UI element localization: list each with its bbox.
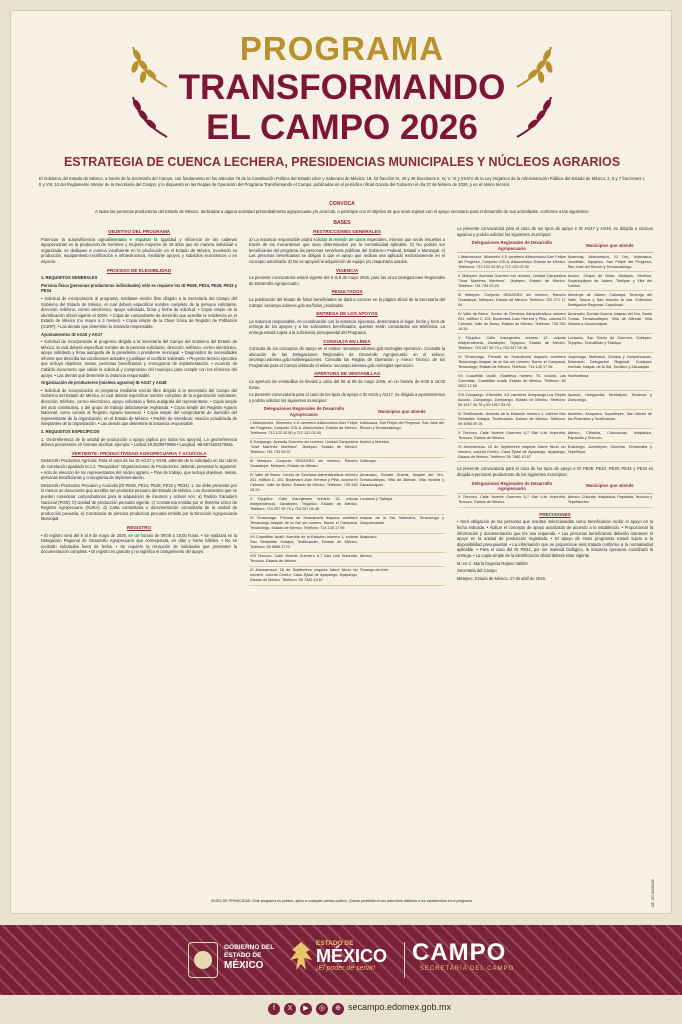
campo-logo	[412, 940, 522, 980]
eagle-icon	[288, 940, 314, 974]
table-header: Municipios que atiende	[359, 405, 445, 419]
paragraph: • Solicitud de incorporación al programa, mediante escrito libre dirigido a la Secretaría del Campo del Gobierno del Estado de México, el cual deberá especificar nombre completo de la persona solicitante, dirección, teléfono, correo electrónico, apoyo solicitado, firma y fecha de solicitud. • Copia simple de la identificación oficial vigente al 100%. • Copia de comprobante de domicilio que acredite la residencia en el Estado de México (no mayor a 3 meses). • Copia simple de la Clave Única de Registro de Población (CURP). • Las demás que determine la instancia responsable.	[41, 295, 237, 329]
municipios-cell: Acambay, Atlacomulco, El Oro, Ixtlahuaca, Jocotitlán, Jiquipilco, San Felipe del Progreso, San José del Rincón y Temascalcingo.	[567, 253, 653, 272]
table-row	[457, 253, 653, 272]
privacy-footnote: AVISO DE PRIVACIDAD. Este programa es público, ajeno a cualquier partido político. Queda prohibido el uso para fines distintos a los establecidos en el programa.	[211, 899, 473, 903]
municipios-cell: Amanalco, Donato Guerra, Ixtapan del Oro, Santo Tomás, Temascaltepec, Villa de Allende, Villa Victoria y Zacazonapan.	[567, 310, 653, 334]
edomex-line-3: MÉXICO	[224, 960, 264, 971]
intro-paragraph: El Gobierno del Estado de México, a través de la Secretaría del Campo, con fundamento en los artículos 78 de la Constitución Política del Estado Libre y Soberano de México; 19, 23 fracción IX, 40 y 46 fracciones II, IV, V, VI y XXXIV de la Ley Orgánica de la Administración Pública del Estado de México; 2, 5 y 7 fracciones I, II y VIII, 10 del Reglamento Interior de la Secretaría del Campo, y lo dispuesto en las Reglas de Operación del Programa Transformando el Campo, publicadas en el periódico oficial Gaceta del Gobierno el día 27 de febrero de 2026, y en el ánimo técnico.	[39, 176, 645, 187]
municipios-cell: Ixtlahuaca, San Felipe del Progreso, San José del Rincón y Temascalcingo.	[359, 419, 445, 438]
logo-divider	[404, 942, 405, 978]
campo-text: CAMPO	[412, 939, 507, 966]
municipios-cell: Atenco.	[359, 552, 445, 566]
table-row	[457, 353, 653, 372]
table-row	[249, 566, 445, 585]
delegation-cell: VIII Zumpango. Kilómetro 3.5 carretera Zumpango-Los Reyes Acozac, Zumpango, Zumpango, Estado de México. Teléfono: 59 1917 00 79 y 59 1917 53 05	[457, 391, 567, 410]
table-row	[457, 391, 653, 410]
delegation-cell: VII Cuautitlán Izcalli. Sudáfrica número 76, colonia Las Conchitas, Cuautitlán Izcalli, Estado de México. Teléfono: 55 2602 12 60	[457, 372, 567, 391]
delegation-cell: II Zumpango. Avenida Guerrero sin número, Unidad Campesina "José Martínez Martínez", Jilotepec, Estado de México. Teléfono: 761 734 05 57	[249, 438, 359, 457]
section-heading: CONSULTA EN LÍNEA	[323, 338, 371, 344]
table-row	[249, 457, 445, 471]
table-row	[249, 552, 445, 566]
section-heading: REGISTRO	[127, 524, 151, 530]
municipios-cell: Luvianos, San Simón de Guerrero, Sultepec, Tejupilco, Texcaltitlán y Tlatlaya.	[567, 334, 653, 353]
municipios-cell: Atenco, Chiautla, Ixtapaluca, Papalotla, Texcoco y Tepetlaoxtoc.	[567, 493, 653, 507]
municipios-cell: Amanalco, Donato Guerra, Ixtapan del Oro, Temascaltepec, Villa de Allende, Villa Victoria y Zacazonapan.	[359, 471, 445, 495]
municipios-cell: Luvianos y Tlatlaya.	[359, 495, 445, 514]
table-header: Municipios que atiende	[567, 480, 653, 494]
table-row	[457, 410, 653, 429]
section-heading: PROCESO DE ELEGIBILIDAD	[106, 267, 172, 273]
edomex-line-1: GOBIERNO DEL	[224, 944, 275, 951]
subheading: Ayuntamientos ID AG16 y AG17	[41, 331, 103, 337]
convoca-text: A todas las personas productoras del Estado de México, dedicadas a alguna actividad primordialmente agropecuaria y/o acuícola, a participar con el objetivo de que sean sujetas con el apoyo necesario para el desarrollo de sus actividades, conforme a las siguientes:	[95, 209, 589, 214]
delegation-cell: IX Amecameca. 16 de Septiembre esquina Jaime Nuno sin número, colonia Centro, Casa Ejidal de Ayapango, Ayapango, Estado de México. Teléfono: 59 7982 43 67	[249, 566, 359, 585]
municipios-cell: Axapusco.	[359, 533, 445, 552]
delegation-cell: V Tejupilco. Calle Insurgentes número 12, colonia Independencia, Zacatepec, Tejupilco, Estado de México. Teléfono: 724 267 39 75 y 724 267 09 46	[249, 495, 359, 514]
delegation-cell: IV Valle de Bravo. Centro de Servicios Administrativos número 201, edificio C, 101, Boulevard Juan Herrera y Piña, colonia El Calvario, Valle de Bravo, Estado de México. Teléfono: 726 262 18 26	[249, 471, 359, 495]
convoca-heading: CONVOCA	[329, 201, 355, 207]
section-heading: VIGENCIA	[335, 267, 359, 273]
paragraph: La publicación del listado de folios beneficiados se dará a conocer en la página oficial de la Secretaría del Campo: secampo.edomex.gob.mx/folios_resultados	[249, 296, 445, 308]
delegation-cell: X Texcoco. Calle Vicente Guerrero 6-7 San Luis Huexotla, Texcoco, Estado de México.	[457, 429, 567, 443]
mex-top-text: ESTADO DE	[316, 940, 354, 947]
table-row	[457, 291, 653, 310]
table-row	[457, 429, 653, 443]
municipios-cell: Apaxco, Hueypoxtla, Nextlalpan, Tecámac y Zumpango.	[567, 391, 653, 410]
municipios-cell: Aculco, Chapa de Mota, Jilotepec, Morelos, Soyaniquilpan de Juárez, Timilpan y Villa del Carbón.	[567, 272, 653, 291]
table-row	[457, 272, 653, 291]
delegation-cell: X Texcoco. Calle Vicente Guerrero 6-7 San Luis Huexotla, Texcoco, Estado de México.	[457, 493, 567, 507]
subtitle: ESTRATEGIA DE CUENCA LECHERA, PRESIDENCIAS MUNICIPALES Y NÚCLEOS AGRARIOS	[63, 155, 621, 169]
title-line-3: EL CAMPO 2026	[206, 108, 478, 147]
delegation-cell: XI Amecameca. 16 de Septiembre esquina Jaime Nuno sin número, colonia Centro, Casa Ejidal de Ayapango, Ayapango, Estado de México. Teléfono: 59 7982 43 67	[457, 443, 567, 462]
section-heading: PRECISIONES	[539, 511, 571, 517]
paragraph: La presente convocatoria para el caso de los tipos de apoyo e ID PE08, PE24, PE28, PE33 y PE34 es dirigida a personas productoras de los siguientes municipios:	[457, 466, 653, 477]
paragraph: 1. Georreferencia de la unidad de producción o apoyo (aplica por todos los apoyos). La georreferencia deberá presentarse en formato decimal, ejemplo: • Latitud 19.2920870955 • Longitud -99.5871503170661	[41, 436, 237, 448]
column-right	[457, 226, 653, 583]
delegation-cell: IX Teotihuacán. Avenida de la Estación número 1, colonia San Sebastián Xolalpa, Teotihuacán, Estado de México. Teléfono: 59 4958 05 15	[457, 410, 567, 429]
subheading: Organización de productores (núcleos agrarios) ID AG47 y AG48	[41, 380, 167, 386]
mex-main-text: MÉXICO	[316, 946, 388, 966]
paragraph: Potenciar la autosuficiencia agroalimentaria e impulsar la igualdad y eficiencia de las cadenas agropecuarias en la producción de hombres y mujeres mayores de 18 años que de manera individual u organizada, se dediquen a cuenca insuficiente en la producción en el Estado de México, moviendo su producción, equipamiento tecnificación e infraestructura, mediante apoyos y subsidios económicos o en especie.	[41, 236, 237, 264]
section-heading: RESTRICCIONES GENERALES	[313, 229, 381, 234]
paragraph: • Solicitud de incorporación al programa dirigida a la Secretaría del Campo del Gobierno del Estado de México, la cual deberá especificar nombre de la persona solicitante, dirección, teléfono, correo electrónico, apoyo solicitado y firma autógrafa de la presidenta o presidente municipal. • Diagnóstico de necesidades informe que describa las condiciones actuales y justifique el conflicto solicitado. • Proyecto técnico ejecutivo que incluya objetivos, metas, personas beneficiarias y cronograma de implementación. • Acuerdo de Cabildo documento que valide la solicitud y compromiso del municipio para cumplir con los términos del apoyo. • Las demás que determine la instancia responsable.	[41, 339, 237, 378]
signature-title: Secretaria del Campo	[457, 568, 497, 574]
signature-name: M. en C. María Eugenia Rojano Valdés	[457, 560, 528, 566]
subheading: Persona física (personas productoras individuales) sólo se requiere los ID PE08, PE24, PE28, PE33 y PE34	[41, 282, 237, 294]
column-center	[249, 226, 445, 590]
section-heading: APERTURA DE VENTANILLAS	[313, 371, 381, 377]
mex-slogan: ¡El poder de servir!	[316, 965, 376, 972]
instagram-icon[interactable]: ◎	[316, 1003, 328, 1015]
table-row	[457, 372, 653, 391]
poster-page	[10, 10, 672, 914]
delegations-table-nucleos	[457, 239, 653, 462]
delegation-cell: VI Tenancingo. Privada de Huacalcuila esquina carretera Tenancingo-Ixtapan de la Sal sin número, Barrio el Campana, Tenancingo, Estado de México. Teléfono: 714 140 17 96	[249, 514, 359, 533]
table-row	[457, 334, 653, 353]
title-line-1: PROGRAMA	[239, 30, 445, 67]
table-header: Delegaciones Regionales de Desarrollo Agropecuario	[457, 239, 567, 253]
section-heading: OBJETIVO DEL PROGRAMA	[107, 229, 171, 234]
table-row	[249, 495, 445, 514]
paragraph: Consulta de los conceptos de apoyo en el enlace: secampo.edomex.gob.mx/reglas-operacion. Consulta la ubicación de las Delegaciones Regionales de Desarrollo Agropecuario en el enlace: secampo.edomex.gob.mx/delegaciones. Consulta las Reglas de Operación y Anexo Técnico de los Programas para el Campo visitando el enlace: secampo.edomex.gob.mx/reglas-operacion.	[249, 346, 445, 368]
paragraph: La presente convocatoria estará vigente del 6 al 8 de mayo 2026, para las cinco Delegaciones Regionales de Desarrollo Agropecuario.	[249, 275, 445, 286]
table-row	[249, 514, 445, 533]
municipios-cell: Atenco, Chiautla, Chiconcuac, Ixtapaluca, Papalotla y Texcoco.	[567, 429, 653, 443]
municipios-cell: Joquicingo, Malinalco, Ocuilan y Zumpahuacán. Extensión Delegación Regional: Coatepec Harinas, Ixtapan de la Sal, Tonatico y Zacualpan.	[567, 353, 653, 372]
coat-of-arms-icon	[188, 942, 218, 978]
paragraph: • Será obligación de las personas que resulten seleccionadas como beneficiarias recibir el apoyo en la fecha indicada. • Aplicar el concepto de apoyo autorizado de acuerdo a lo establecido. • Proporcionar la información y documentación que les sea requerida. • Las personas beneficiarias deberán mantener el apoyo en la unidad de producción registrada. • El apoyo de estos programas estará sujeto a la disponibilidad presupuestal. • La información que se proporcione será tratada conforme a la normatividad aplicable. • Para el caso del ID PE34, por ser material biológico, la instancia ejecutora coordinará la entrega. • La copia simple de la identificación oficial deberá estar vigente.	[457, 519, 653, 558]
delegation-cell: III Metepec. Conjunto SEDAGRO sin número, Rancho Guadalupe, Metepec, Estado de México.	[249, 457, 359, 471]
subheading: 1. REQUISITOS GENERALES	[41, 275, 98, 281]
edomex-line-2: ESTADO DE	[224, 952, 262, 959]
campo-subtext: SECRETARÍA DEL CAMPO	[419, 966, 515, 972]
delegation-cell: V Tejupilco. Calle Insurgentes número 12, colonia Independencia, Zacatepec, Tejupilco, Estado de México. Teléfono: 724 267 39 75 y 724 267 09 46	[457, 334, 567, 353]
delegation-cell: VI Tenancingo. Privada de Huacalcuila esquina carretera Tenancingo-Ixtapan de la Sal sin número, Barrio el Campana, Tenancingo, Estado de México. Teléfono: 714 140 17 96	[457, 353, 567, 372]
municipios-cell: Almoloya de Juárez, Calimaya, Tenango del Valle, Toluca y San Antonio la Isla. Extensión Delegación Regional: Capulhuac.	[567, 291, 653, 310]
section-heading: RESULTADOS	[331, 289, 363, 295]
municipios-cell: Acolman, Axapusco, Nopaltepec, San Martín de las Pirámides y Teotihuacán.	[567, 410, 653, 429]
municipios-cell: Acolco y Morelos.	[359, 438, 445, 457]
delegations-table-pecuario	[457, 480, 653, 508]
paragraph: • El registro será del 6 al 8 de mayo de 2026, en un horario de 09:00 a 18:00 horas. • Se realizará en la Delegación Regional de Desarrollo Agropecuario que corresponda, en días y horas hábiles. • No se recibirán solicitudes fuera de fecha. • Se requiere la recepción de solicitudes que presenten la documentación completa. • El registro es gratuito y no significa el otorgamiento del apoyo.	[41, 532, 237, 555]
delegation-cell: I Atlacomulco. Kilómetro 4.5 carretera Atlacomulco-San Felipe del Progreso, Conjunto COLA, Atlacomulco, Estado de México. Teléfonos: 712 122 00 80 y 712 122 03 90	[249, 419, 359, 438]
delegation-cell: III Metepec. Conjunto SEDAGRO sin número, Rancho Guadalupe, Metepec, Estado de México. Teléfono: 722 271 17 94	[457, 291, 567, 310]
delegation-cell: IV Valle de Bravo. Centro de Servicios Administrativos número 201, edificio C 101, Boulevard Juan Herrera y Piña, colonia El Calvario, Valle de Bravo, Estado de México. Teléfono: 726 262 18 26	[457, 310, 567, 334]
website-url[interactable]: secampo.edomex.gob.mx	[348, 1002, 452, 1012]
signature-place-date: Metepec, Estado de México, 27 de abril de 2026.	[457, 575, 546, 581]
subheading: 2. REQUISITOS ESPECÍFICOS	[41, 429, 100, 434]
paragraph: Desarrollo Productivo Pecuario y Acuícola (ID PE08, PE24, PE28, PE33 y PE34). 1. Se debe presentar por lo menos un documento que acredite ser productor pecuario del Estado de México. Los documentos que se pueden considerar comprobatorios para la adquisición de insumos y activos son: a) Padrón Ganadero Nacional (PGN). b) Unidad de producción pecuaria vigente. c) Constancia emitida por el Sistema Único de Registro Agropecuario (SURA). d) Carta comunitaria o documentación comunitaria de la unidad de producción pecuaria. e) Constancia de persona productora pecuaria emitida por la Dirección Agropecuaria Municipal.	[41, 482, 237, 522]
municipios-cell: Calimaya.	[359, 457, 445, 471]
table-row	[249, 471, 445, 495]
table-row	[249, 533, 445, 552]
paragraph: a) La instancia responsable podrá solicitar la revisión de casos especiales, mismos que serán resueltos a través de los mecanismos que sean determinados por la normatividad aplicable. b) No podrán ser beneficiarias del programa las personas servidoras públicas del Gobierno Federal, Estatal o Municipal. c) Las personas beneficiarias se obligan a que el apoyo que reciban sea aplicado exclusivamente en el concepto autorizado. d) No se apoyará la adquisición de equipo y/o maquinaria usados.	[249, 236, 445, 264]
side-code: CE: 207/A/006/26	[651, 879, 655, 907]
municipios-cell: Ecatzingo, Juchitepec, Ozumba, Temamatla y Tepetlixpa.	[567, 443, 653, 462]
table-row	[457, 443, 653, 462]
table-row	[249, 419, 445, 438]
x-icon[interactable]: X	[284, 1003, 296, 1015]
table-row	[457, 310, 653, 334]
title-line-2: TRANSFORMANDO	[178, 68, 506, 107]
paragraph: • Solicitud de incorporación al programa mediante escrito libre dirigido a la Secretaría del Campo del Gobierno del Estado de México, el cual deberá especificar nombre completo de la organización solicitante, dirección, teléfono, correo electrónico, apoyo solicitado y firma autógrafa del representante. • Copia simple del acta constitutiva, o del grupo de trabajo debidamente registrada. • Copia simple del Registro Agrario Nacional, como cumulo al Registro Agrario Nacional. • Copia simple del comprobante de domicilio del representante de la organización, en el Estado de México. • Padrón de miembros: relación actualizada de integrantes de la organización. • Las demás que determine la instancia responsable.	[41, 387, 237, 427]
paragraph: La presente convocatoria para el caso de los tipos de apoyo e ID AG47 y AG48, es dirigida a núcleos agrarios y podrán solicitar los siguientes municipios:	[457, 226, 653, 237]
table-row	[457, 493, 653, 507]
section-heading: ENTREGA DE LOS APOYOS	[316, 311, 378, 317]
web-icon: ⊕	[332, 1003, 344, 1015]
table-row	[249, 438, 445, 457]
paragraph: Desarrollo Productivo Agrícola. Para el caso de los ID AG47 y AG48, además de lo solicitado en los rubros de correlación apartado III.1.2, "Requisitos" Organizaciones de Productores, deberán presentar lo siguiente: • Acta de elección de los representantes del núcleo agrario. • Plan de trabajo, que incluya objetivos, metas, personas beneficiarias y cronograma de implementación.	[41, 458, 237, 481]
youtube-icon[interactable]: ▶	[300, 1003, 312, 1015]
bases-heading: BASES	[333, 220, 351, 226]
table-header: Delegaciones Regionales de Desarrollo Agropecuario	[249, 405, 359, 419]
delegation-cell: VIII Texcoco. Calle Vicente Guerrero 6-7 San Luis Huexotla, Texcoco, Estado de México.	[249, 552, 359, 566]
edomex-logo-text	[224, 944, 274, 972]
section-heading: VERTIENTE: PRODUCTIVIDAD AGROPECUARIA Y ACUÍCOLA	[71, 450, 207, 456]
municipios-cell: Tenango del Aire.	[359, 566, 445, 585]
delegation-cell: I Atlacomulco. Kilómetro 4.5 carretera Atlacomulco-San Felipe del Progreso, Conjunto COLA, Atlacomulco, Estado de México. Teléfonos: 712 122 00 80 y 712 122 03 90	[457, 253, 567, 272]
column-left	[41, 226, 237, 557]
municipios-cell: Ixtapan de la Sal, Malinalco, Tenancingo y Zumpahuacán.	[359, 514, 445, 533]
delegation-cell: VII Cuautitlán Izcalli. Avenida de la Estación número 1, colonia San Sebastián Xolalpa, Teotihuacán, Estado de México. Teléfono: 55 5856 2770	[249, 533, 359, 552]
delegations-table-ayuntamientos	[249, 405, 445, 585]
edomex-logo	[188, 938, 278, 982]
paragraph: La instancia responsable, en coordinación con la instancia ejecutora, determinará el lugar, fecha y hora de entrega de los apoyos y a los solicitantes beneficiados, quienes serán contactados vía telefónica. La entrega estará sujeta a la suficiencia presupuestal del Programa.	[249, 318, 445, 335]
table-header: Delegaciones Regionales de Desarrollo Agropecuario	[457, 480, 567, 494]
facebook-icon[interactable]: f	[268, 1003, 280, 1015]
paragraph: La apertura de ventanillas se llevará a cabo del 06 al 08 de mayo 2026, en un horario de 9:00 a 18:00 horas.	[249, 379, 445, 390]
estado-de-mexico-logo	[288, 936, 398, 984]
municipios-cell: Huehuetoca.	[567, 372, 653, 391]
paragraph: La presente convocatoria para el caso de los tipos de apoyo e ID AG16 y AG17, es dirigida a ayuntamientos y podrán solicitar los siguientes municipios:	[249, 392, 445, 403]
delegation-cell: II Jilotepec. Avenida Guerrero sin número, Unidad Campesina "José Martínez Martínez", Jilotepec, Estado de México. Teléfono: 761 734 03 25	[457, 272, 567, 291]
table-header: Municipios que atiende	[567, 239, 653, 253]
